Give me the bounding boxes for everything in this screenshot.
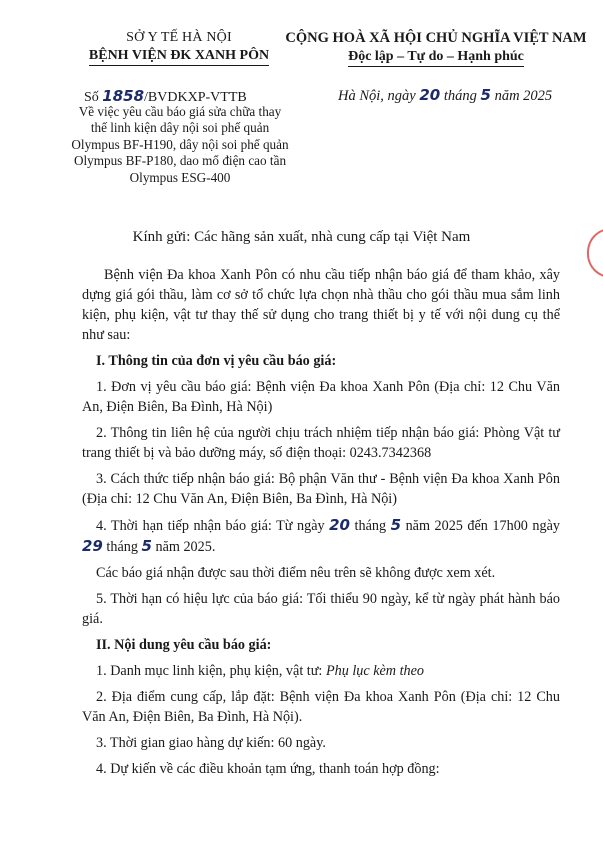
hospital-name: BỆNH VIỆN ĐK XANH PÔN	[89, 48, 269, 66]
date-day-handwritten: 20	[419, 86, 441, 104]
item-4-suffix: năm 2025.	[155, 539, 216, 555]
date-month-label: tháng	[443, 88, 477, 104]
item-4-month-label-to: tháng	[106, 539, 138, 555]
item-4-day-to: 29	[82, 537, 103, 555]
doc-number-handwritten: 1858	[102, 87, 145, 105]
s2-item-1-value: Phụ lục kèm theo	[325, 663, 425, 679]
section-2-item-2: 2. Địa điểm cung cấp, lắp đặt: Bệnh viện Đa khoa Xanh Pôn (Địa chỉ: 12 Chu Văn An, Điện Biên, Ba Đình, Hà Nội).	[82, 689, 560, 725]
document-body	[82, 265, 560, 785]
recipient-line: Kính gửi: Các hãng sản xuất, nhà cung cấp tại Việt Nam	[132, 229, 471, 245]
item-4-month-from: 5	[390, 516, 402, 534]
issuer-block	[54, 30, 304, 66]
section-2-item-1	[82, 661, 560, 681]
section-1-item-4	[82, 515, 560, 557]
section-1-title: I. Thông tin của đơn vị yêu cầu báo giá:	[96, 353, 337, 369]
document-subject: Về việc yêu cầu báo giá sửa chữa thay thế linh kiện dây nội soi phế quản Olympus BF-H190, dây nội soi phế quản Olympus BF-P180, dao mổ điện cao tần Olympus ESG-400	[71, 104, 289, 185]
item-4-month-label-from: tháng	[354, 518, 387, 534]
section-2-item-3: 3. Thời gian giao hàng dự kiến: 60 ngày.	[96, 735, 326, 751]
date-month-handwritten: 5	[480, 86, 491, 104]
section-1-note: Các báo giá nhận được sau thời điểm nêu trên sẽ không được xem xét.	[96, 565, 496, 581]
item-4-month-to: 5	[141, 537, 152, 555]
date-year: năm 2025	[494, 88, 553, 104]
ministry-name: SỞ Y TẾ HÀ NỘI	[126, 30, 232, 45]
section-1-item-2: 2. Thông tin liên hệ của người chịu trách nhiệm tiếp nhận báo giá: Phòng Vật tư trang thiết bị và bảo dưỡng máy, số điện thoại: 0243.7342368	[82, 425, 560, 461]
national-motto: Độc lập – Tự do – Hạnh phúc	[348, 49, 524, 67]
national-header	[276, 30, 596, 67]
s2-item-1-prefix: 1. Danh mục linh kiện, phụ kiện, vật tư:	[96, 663, 323, 679]
nation-name: CỘNG HOÀ XÃ HỘI CHỦ NGHĨA VIỆT NAM	[285, 30, 587, 46]
item-4-mid: năm 2025 đến 17h00 ngày	[405, 518, 561, 534]
document-date	[338, 86, 552, 105]
item-4-prefix: 4. Thời hạn tiếp nhận báo giá: Từ ngày	[96, 518, 325, 534]
doc-number-code: /BVDKXP-VTTB	[144, 90, 247, 105]
section-2-title: II. Nội dung yêu cầu báo giá:	[96, 637, 272, 653]
section-1-item-3: 3. Cách thức tiếp nhận báo giá: Bộ phận Văn thư - Bệnh viện Đa khoa Xanh Pôn (Địa chỉ: 12 Chu Văn An, Điện Biên, Ba Đình, Hà Nội)	[82, 471, 560, 507]
item-4-day-from: 20	[329, 516, 350, 534]
date-place: Hà Nội, ngày	[338, 88, 416, 104]
section-2-item-4: 4. Dự kiến về các điều khoản tạm ứng, thanh toán hợp đồng:	[96, 761, 440, 777]
doc-number-prefix: Số	[84, 90, 99, 105]
intro-paragraph: Bệnh viện Đa khoa Xanh Pôn có nhu cầu tiếp nhận báo giá để tham khảo, xây dựng giá gói thầu, làm cơ sở tổ chức lựa chọn nhà thầu cho gói thầu mua sắm linh kiện, phụ kiện, vật tư thay thế sử dụng cho trang thiết bị y tế với nội dung cụ thể như sau:	[82, 267, 560, 343]
section-1-item-1: 1. Đơn vị yêu cầu báo giá: Bệnh viện Đa khoa Xanh Pôn (Địa chỉ: 12 Chu Văn An, Điện Biên, Ba Đình, Hà Nội)	[82, 379, 560, 415]
section-1-item-5: 5. Thời hạn có hiệu lực của báo giá: Tối thiểu 90 ngày, kể từ ngày phát hành báo giá.	[82, 591, 560, 627]
